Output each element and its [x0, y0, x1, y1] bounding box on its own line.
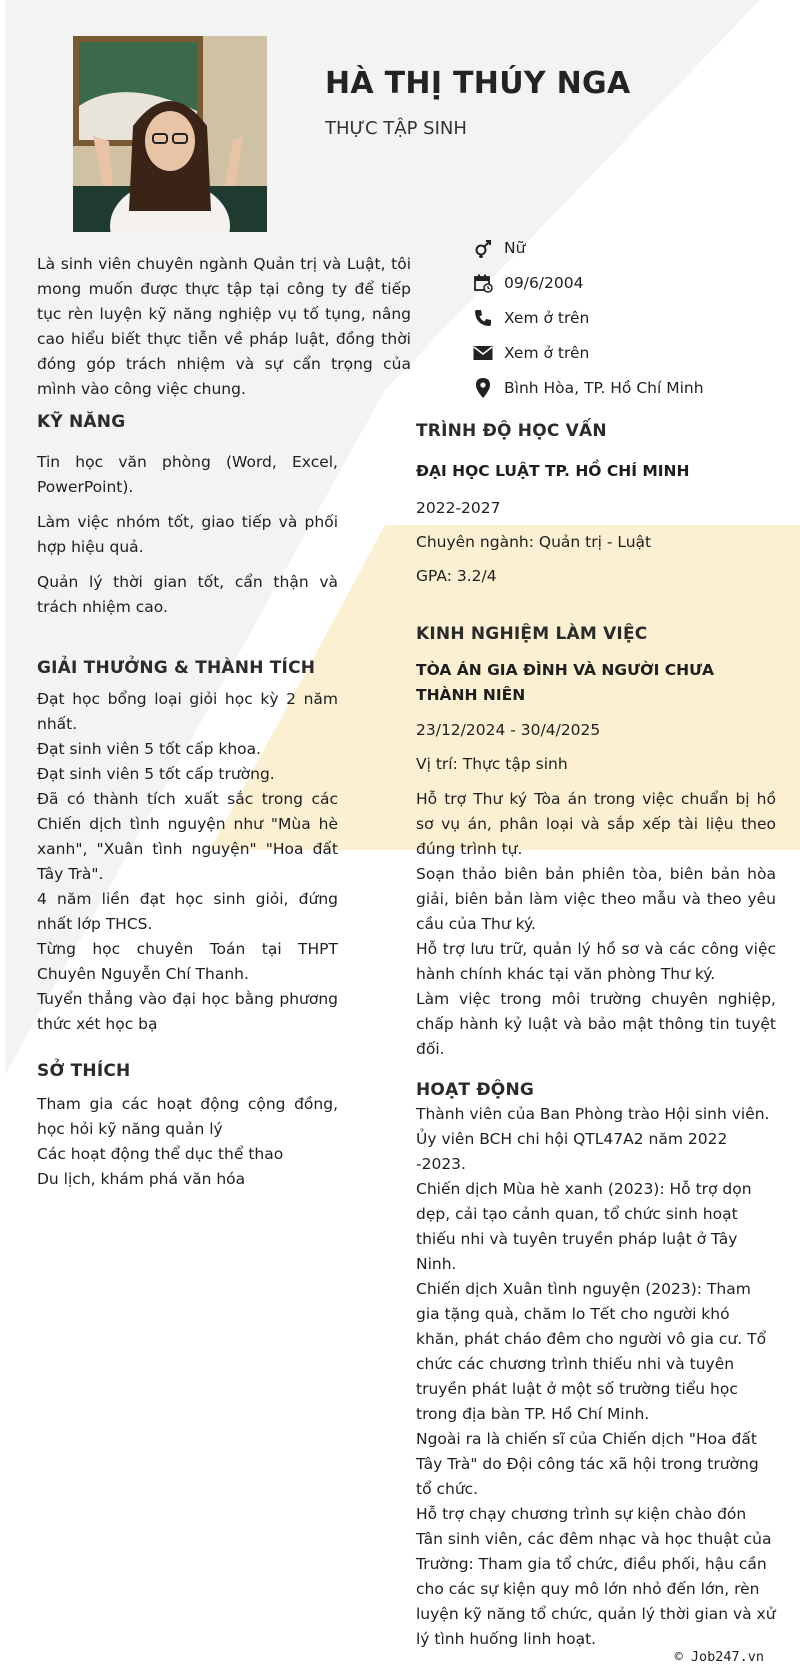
email-value: Xem ở trên — [504, 343, 590, 362]
skills-section — [37, 412, 338, 630]
contact-address — [472, 370, 792, 405]
activity-item: Ủy viên BCH chi hội QTL47A2 năm 2022 -2023. — [416, 1130, 728, 1173]
phone-value: Xem ở trên — [504, 308, 590, 327]
hobbies-title: SỞ THÍCH — [37, 1061, 131, 1081]
profile-photo — [73, 36, 267, 232]
experience-duties — [416, 787, 776, 1062]
experience-period: 23/12/2024 - 30/4/2025 — [416, 721, 601, 739]
experience-organization: TÒA ÁN GIA ĐÌNH VÀ NGƯỜI CHƯA THÀNH NIÊN — [416, 661, 715, 704]
activity-item: Chiến dịch Mùa hè xanh (2023): Hỗ trợ dọn dẹp, cải tạo cảnh quan, tổ chức sinh hoạt thiếu nhi và tuyên truyền pháp luật ở Tây Ninh. — [416, 1180, 752, 1273]
education-major: Chuyên ngành: Quản trị - Luật — [416, 533, 652, 551]
awards-title: GIẢI THƯỞNG & THÀNH TÍCH — [37, 658, 316, 678]
skills-list — [37, 450, 338, 620]
activities-title: HOẠT ĐỘNG — [416, 1080, 535, 1100]
contact-email — [472, 335, 792, 370]
hobby-item: Du lịch, khám phá văn hóa — [37, 1170, 246, 1188]
hobbies-list — [37, 1092, 338, 1192]
experience-section — [416, 624, 776, 1062]
job-title: THỰC TẬP SINH — [325, 118, 467, 139]
duty-item: Soạn thảo biên bản phiên tòa, biên bản hòa giải, biên bản làm việc theo mẫu và theo yêu cầu của Thư ký. — [416, 865, 776, 933]
award-item: Đạt sinh viên 5 tốt cấp khoa. — [37, 740, 262, 758]
activities-list — [416, 1102, 776, 1652]
award-item: 4 năm liền đạt học sinh giỏi, đứng nhất lớp THCS. — [37, 890, 338, 933]
skill-item: Tin học văn phòng (Word, Excel, PowerPoint). — [37, 453, 338, 496]
activity-item: Chiến dịch Xuân tình nguyện (2023): Tham gia tặng quà, chăm lo Tết cho người khó khăn, phát cháo đêm cho người vô gia cư. Tổ chức các chương trình thiếu nhi và tuyên truyền phát luật ở một số trường tiểu học trong địa bàn TP. Hồ Chí Minh. — [416, 1280, 767, 1423]
contact-birthday — [472, 265, 792, 300]
activity-item: Hỗ trợ chạy chương trình sự kiện chào đón Tân sinh viên, các đêm nhạc và học thuật của Trường: Tham gia tổ chức, điều phối, hậu cần cho các sự kiện quy mô lớn nhỏ đến lớn, rèn luyện kỹ năng tổ chức, quản lý thời gian và xử lý tình huống linh hoạt. — [416, 1505, 776, 1648]
footer-watermark: © Job247.vn — [674, 1649, 764, 1665]
award-item: Đạt học bổng loại giỏi học kỳ 2 năm nhất. — [37, 690, 338, 733]
experience-position: Vị trí: Thực tập sinh — [416, 755, 568, 773]
awards-list — [37, 687, 338, 1037]
contact-list — [472, 230, 792, 405]
gender-value: Nữ — [504, 238, 526, 257]
awards-section — [37, 658, 338, 1037]
intro-paragraph: Là sinh viên chuyên ngành Quản trị và Luật, tôi mong muốn được thực tập tại công ty để tiếp tục rèn luyện kỹ năng nghiệp vụ tố tụng, nâng cao hiểu biết thực tiễn về pháp luật, đồng thời đóng góp trách nhiệm và sự cẩn trọng của mình vào công việc chung. — [37, 255, 411, 398]
education-title: TRÌNH ĐỘ HỌC VẤN — [416, 421, 607, 441]
address-value: Bình Hòa, TP. Hồ Chí Minh — [504, 378, 704, 397]
gender-icon — [472, 237, 494, 259]
phone-icon — [472, 307, 494, 329]
duty-item: Làm việc trong môi trường chuyên nghiệp, chấp hành kỷ luật và bảo mật thông tin tuyệt đối. — [416, 990, 776, 1058]
contact-phone — [472, 300, 792, 335]
activity-item: Thành viên của Ban Phòng trào Hội sinh viên. — [416, 1105, 770, 1123]
experience-title: KINH NGHIỆM LÀM VIỆC — [416, 624, 648, 644]
school-name: ĐẠI HỌC LUẬT TP. HỒ CHÍ MINH — [416, 462, 690, 480]
location-pin-icon — [472, 377, 494, 399]
duty-item: Hỗ trợ lưu trữ, quản lý hồ sơ và các công việc hành chính khác tại văn phòng Thư ký. — [416, 940, 776, 983]
mail-icon — [472, 342, 494, 364]
skill-item: Quản lý thời gian tốt, cẩn thận và trách nhiệm cao. — [37, 573, 338, 616]
education-gpa: GPA: 3.2/4 — [416, 567, 497, 585]
activity-item: Ngoài ra là chiến sĩ của Chiến dịch "Hoa đất Tây Trà" do Đội công tác xã hội trong trường tổ chức. — [416, 1430, 759, 1498]
education-section — [416, 421, 776, 589]
hobbies-section — [37, 1061, 338, 1192]
education-period: 2022-2027 — [416, 499, 501, 517]
candidate-name: HÀ THỊ THÚY NGA — [325, 66, 631, 101]
calendar-icon — [472, 272, 494, 294]
award-item: Từng học chuyên Toán tại THPT Chuyên Nguyễn Chí Thanh. — [37, 940, 338, 983]
award-item: Tuyển thẳng vào đại học bằng phương thức xét học bạ — [37, 990, 338, 1033]
skill-item: Làm việc nhóm tốt, giao tiếp và phối hợp hiệu quả. — [37, 513, 338, 556]
duty-item: Hỗ trợ Thư ký Tòa án trong việc chuẩn bị hồ sơ vụ án, phân loại và sắp xếp tài liệu theo đúng trình tự. — [416, 790, 776, 858]
award-item: Đạt sinh viên 5 tốt cấp trường. — [37, 765, 275, 783]
hobby-item: Tham gia các hoạt động cộng đồng, học hỏi kỹ năng quản lý — [37, 1095, 338, 1138]
contact-gender — [472, 230, 792, 265]
award-item: Đã có thành tích xuất sắc trong các Chiến dịch tình nguyện như "Mùa hè xanh", "Xuân tình nguyện" "Hoa đất Tây Trà". — [37, 790, 338, 883]
activities-section — [416, 1080, 776, 1652]
skills-title: KỸ NĂNG — [37, 412, 126, 432]
birthday-value: 09/6/2004 — [504, 273, 584, 292]
hobby-item: Các hoạt động thể dục thể thao — [37, 1145, 284, 1163]
